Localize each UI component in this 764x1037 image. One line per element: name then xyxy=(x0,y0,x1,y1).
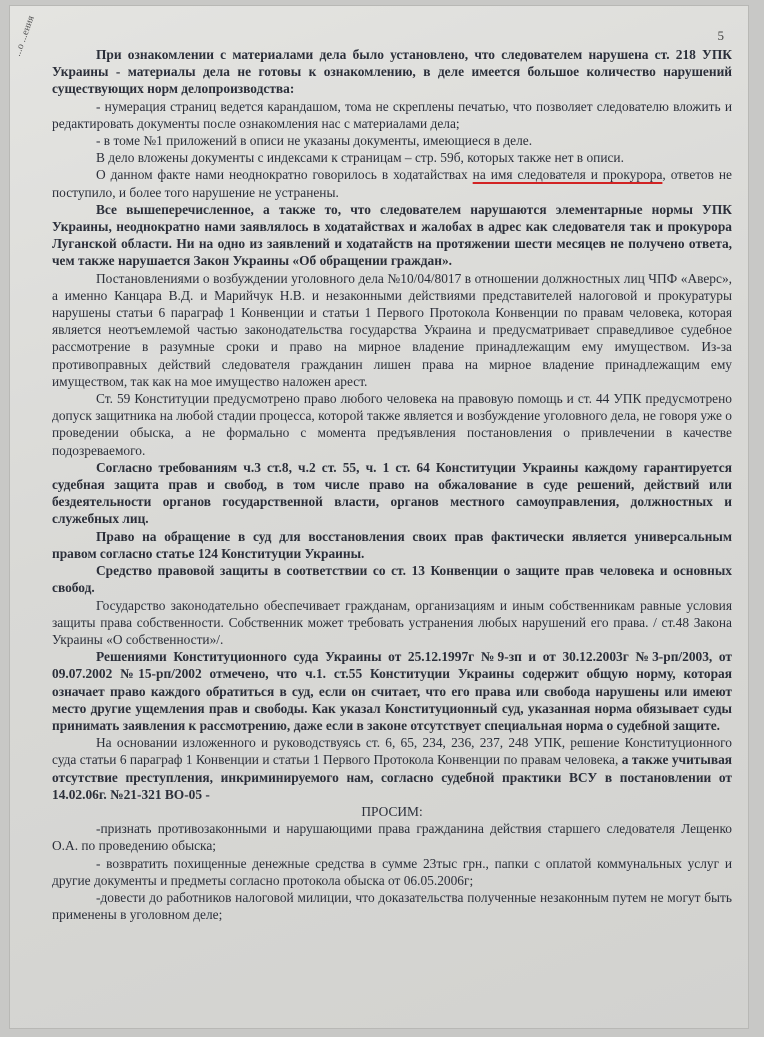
paragraph-6: Все вышеперечисленное, а также то, что следователем нарушаются элементарные нормы УПК Украины, неоднократно нами заявлялось в ходатайствах и жалобах в адрес как следователя так и прокурора Луганской области. Ни на одно из заявлений и ходатайств на протяжении шести месяцев не получено ответа, чем также нарушается Закон Украины «Об обращении граждан». xyxy=(52,201,732,269)
paragraph-14 xyxy=(52,734,732,803)
paragraph-11: Средство правовой защиты в соответствии со ст. 13 Конвенции о защите прав человека и основных свобод. xyxy=(52,563,732,596)
request-item-2: - возвратить похищенные денежные средства в сумме 23тыс грн., папки с оплатой коммунальных услуг и другие документы и предметы согласно протокола обыска от 06.05.2006г; xyxy=(52,855,732,888)
document-body xyxy=(52,46,732,923)
paragraph-5 xyxy=(52,166,732,200)
paragraph-14-text-a: На основании изложенного и руководствуясь ст. 6, 65, 234, 236, 237, 248 УПК, решение Конституционного суда статьи 6 параграф 1 Конвенции и статьи 1 Первого Протокола Конвенции по правам человека, xyxy=(52,735,732,768)
page-number: 5 xyxy=(717,28,724,43)
document-page xyxy=(10,6,748,1028)
paragraph-4: В дело вложены документы с индексами к страницам – стр. 59б, которых также нет в описи. xyxy=(96,150,624,166)
paragraph-14-text-b: а также учитывая отсутствие преступления, инкриминируемого нам, согласно судебной практики ВСУ в постановлении от 14.02.06г. №21-321 ВО-05 - xyxy=(52,752,733,802)
paragraph-12: Государство законодательно обеспечивает гражданам, организациям и иным собственникам равные условия защиты права собственности. Собственник может требовать устранения любых нарушений его права. / ст.48 Закона Украины «О собственности»/. xyxy=(52,597,732,647)
paragraph-5-text-b: , ответов не поступило, и более того нарушение не устранены. xyxy=(52,167,733,200)
request-heading: ПРОСИМ: xyxy=(361,803,423,819)
paragraph-13: Решениями Конституционного суда Украины от 25.12.1997г №9-зп и от 30.12.2003г №3-рп/2003, от 09.07.2002 №15-рп/2002 отмечено, что ч.1. ст.55 Конституции Украины содержит общую норму, которая означает право каждого обратиться в суд, если он считает, что его права или свобода нарушены или имеют место другие ущемления прав и свободы. Как указал Конституционный суд, указанная норма обязывает суды принимать заявления к рассмотрению, даже если в законе отсутствует специальная норма о судебной защите. xyxy=(52,649,732,733)
paragraph-5-text-a: О данном факте нами неоднократно говорилось в ходатайствах xyxy=(96,167,473,183)
paragraph-1: При ознакомлении с материалами дела было установлено, что следователем нарушена ст. 218 УПК Украины - материалы дела не готовы к ознакомлению, в деле имеется большое количество нарушений существующих норм делопроизводства: xyxy=(52,47,732,97)
request-item-3: -довести до работников налоговой милиции, что доказательства полученные незаконным путем не могут быть применены в уголовном деле; xyxy=(52,889,732,923)
paragraph-2: - нумерация страниц ведется карандашом, тома не скреплены печатью, что позволяет следователю вложить и редактировать документы после ознакомления нас с материалами дела; xyxy=(52,98,732,131)
paragraph-3: - в томе №1 приложений в описи не указаны документы, имеющиеся в деле. xyxy=(96,133,533,149)
underlined-phrase: на имя следователя и прокурора xyxy=(472,167,663,183)
paragraph-10: Право на обращение в суд для восстановления своих прав фактически является универсальным правом согласно статье 124 Конституции Украины. xyxy=(52,528,732,561)
corner-stamp-text: ...о ...ения xyxy=(12,14,37,58)
paragraph-9: Согласно требованиям ч.3 ст.8, ч.2 ст. 55, ч. 1 ст. 64 Конституции Украины каждому гарантируется судебная защита прав и свобод, в том числе право на обжалование в суде решений, действий или бездеятельности органов государственной власти, органов местного самоуправления, должностных и служебных лиц. xyxy=(52,459,732,527)
paragraph-7: Постановлениями о возбуждении уголовного дела №10/04/8017 в отношении должностных лиц ЧПФ «Аверс», а именно Канцара В.Д. и Марийчук Н.В. и незаконными действиями представителей налоговой и прокуратуры нарушены статьи 6 параграф 1 Конвенции и статьи 1 Первого Протокола Конвенции по правам человека, которая является неотъемлемой частью законодательства государства Украина и предусматривает справедливое судебное рассмотрение в разумные сроки и право на мирное владение принадлежащим ему имуществом. Из-за противоправных действий следователя гражданин лишен права на мирное владение принадлежащим ему имуществом, так как на мое имущество наложен арест. xyxy=(52,270,732,389)
request-item-1: -признать противозаконными и нарушающими права гражданина действия старшего следователя Лещенко О.А. по проведению обыска; xyxy=(52,821,732,854)
paragraph-8: Ст. 59 Конституции предусмотрено право любого человека на правовую помощь и ст. 44 УПК предусмотрено допуск защитника на любой стадии процесса, которой также является и возбуждение уголовного дела, не говоря уже о проведении обыска, а не формально с момента предъявления постановления о привлечении в качестве подозреваемого. xyxy=(52,391,732,458)
